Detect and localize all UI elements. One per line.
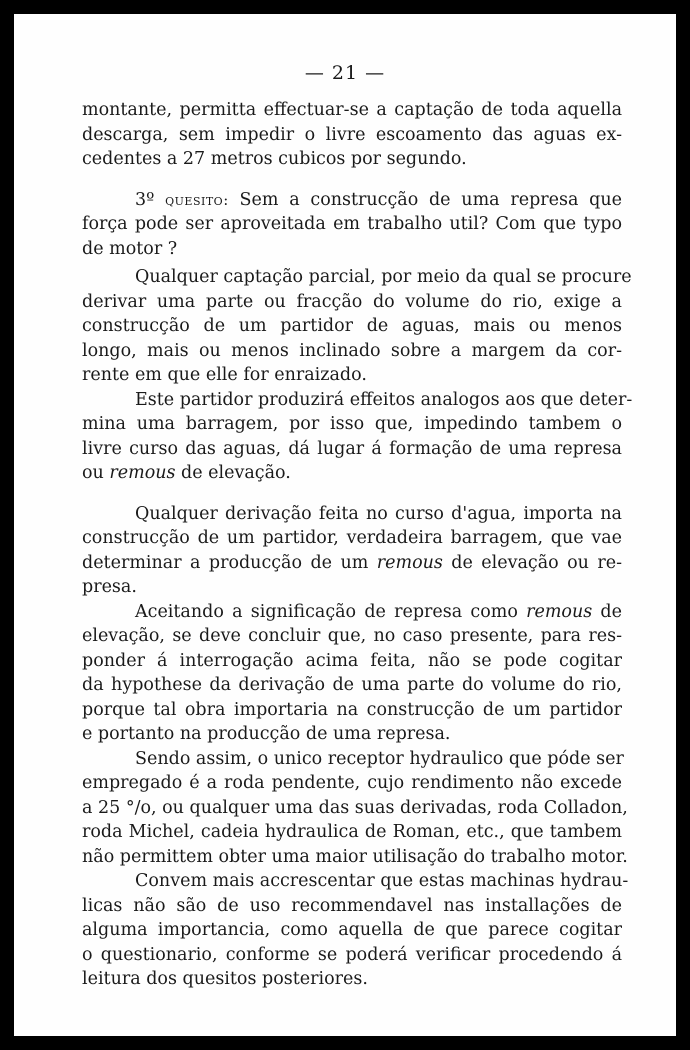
text-fragment: de elevação. bbox=[175, 463, 291, 483]
paragraph-2 bbox=[82, 188, 622, 262]
text-line: porque tal obra importaria na construcção de um partidor bbox=[82, 699, 622, 720]
text-line: Qualquer derivação feita no curso d'agua, importa na bbox=[135, 503, 622, 524]
text-line: o questionario, conforme se poderá verificar procedendo á bbox=[82, 944, 622, 965]
page-number: — 21 — bbox=[304, 62, 386, 84]
text-line: descarga, sem impedir o livre escoamento das aguas ex- bbox=[82, 124, 622, 145]
text-line bbox=[82, 461, 622, 486]
text-line: longo, mais ou menos inclinado sobre a margem da cor- bbox=[82, 340, 622, 361]
text-fragment: Aceitando a significação de represa como bbox=[135, 601, 527, 622]
text-line: construcção de um partidor, verdadeira barragem, que vae bbox=[82, 528, 622, 548]
quesito-label: quesito: bbox=[165, 190, 229, 209]
text-line: alguma importancia, como aquella de que parece cogitar bbox=[82, 920, 622, 940]
body-text bbox=[82, 98, 633, 992]
italic-term: remous bbox=[526, 601, 593, 622]
text-line: Este partidor produzirá effeitos analogos aos que deter- bbox=[135, 389, 633, 410]
quesito-number: 3º bbox=[135, 189, 155, 210]
text-line: da hypothese da derivação de uma parte do volume do rio, bbox=[82, 675, 622, 695]
italic-term: remous bbox=[109, 463, 176, 483]
text-fragment: ou bbox=[82, 463, 110, 483]
text-line: cedentes a 27 metros cubicos por segundo. bbox=[82, 149, 467, 169]
text-line: a 25 °/o, ou qualquer uma das suas derivadas, roda Colladon, bbox=[82, 797, 628, 818]
text-line: construcção de um partidor de aguas, mais ou menos bbox=[82, 316, 622, 336]
text-line: empregado é a roda pendente, cujo rendimento não excede bbox=[82, 773, 622, 793]
text-line bbox=[82, 188, 622, 213]
text-fragment: de bbox=[592, 601, 622, 622]
text-line: montante, permitta effectuar-se a captação de toda aquella bbox=[82, 100, 622, 120]
paragraph-8 bbox=[82, 869, 629, 992]
text-line: mina uma barragem, por isso que, impedindo tambem o bbox=[82, 414, 622, 434]
text-line: presa. bbox=[82, 577, 137, 597]
text-line: elevação, se deve concluir que, no caso presente, para res- bbox=[82, 626, 622, 646]
paragraph-gap bbox=[82, 172, 622, 188]
text-line: de motor ? bbox=[82, 238, 178, 259]
text-fragment: de elevação ou re- bbox=[442, 552, 622, 573]
paragraph-1 bbox=[82, 98, 622, 172]
text-line: ponder á interrogação acima feita, não se pode cogitar bbox=[82, 650, 622, 671]
text-line: licas não são de uso recommendavel nas installações de bbox=[82, 895, 622, 916]
text-line: Sendo assim, o unico receptor hydraulico que póde ser bbox=[135, 748, 624, 769]
text-line: rente em que elle for enraizado. bbox=[82, 365, 367, 385]
italic-term: remous bbox=[376, 552, 443, 573]
text-line: Convem mais accrescentar que estas machinas hydrau- bbox=[135, 871, 629, 891]
text-fragment: determinar a producção de um bbox=[82, 552, 377, 573]
paragraph-7 bbox=[82, 747, 628, 870]
text-line: não permittem obter uma maior utilisação do trabalho motor. bbox=[82, 846, 628, 867]
text-line: e portanto na producção de uma represa. bbox=[82, 724, 451, 744]
text-line: livre curso das aguas, dá lugar á formação de uma represa bbox=[82, 438, 622, 459]
document-page bbox=[14, 14, 676, 1036]
text-line: roda Michel, cadeia hydraulica de Roman, etc., que tambem bbox=[82, 822, 622, 842]
paragraph-6 bbox=[82, 600, 622, 747]
paragraph-4 bbox=[82, 388, 633, 486]
text-line: leitura dos quesitos posteriores. bbox=[82, 969, 368, 989]
paragraph-gap bbox=[82, 486, 622, 502]
text-line: força pode ser aproveitada em trabalho util? Com que typo bbox=[82, 214, 622, 234]
paragraph-3 bbox=[82, 265, 632, 388]
text-line: Qualquer captação parcial, por meio da qual se procure bbox=[135, 267, 632, 287]
text-line bbox=[82, 551, 622, 576]
text-line bbox=[82, 600, 622, 625]
paragraph-5 bbox=[82, 502, 622, 600]
text-line: derivar uma parte ou fracção do volume do rio, exige a bbox=[82, 291, 622, 312]
quesito-text: Sem a construcção de uma represa que bbox=[239, 189, 622, 210]
